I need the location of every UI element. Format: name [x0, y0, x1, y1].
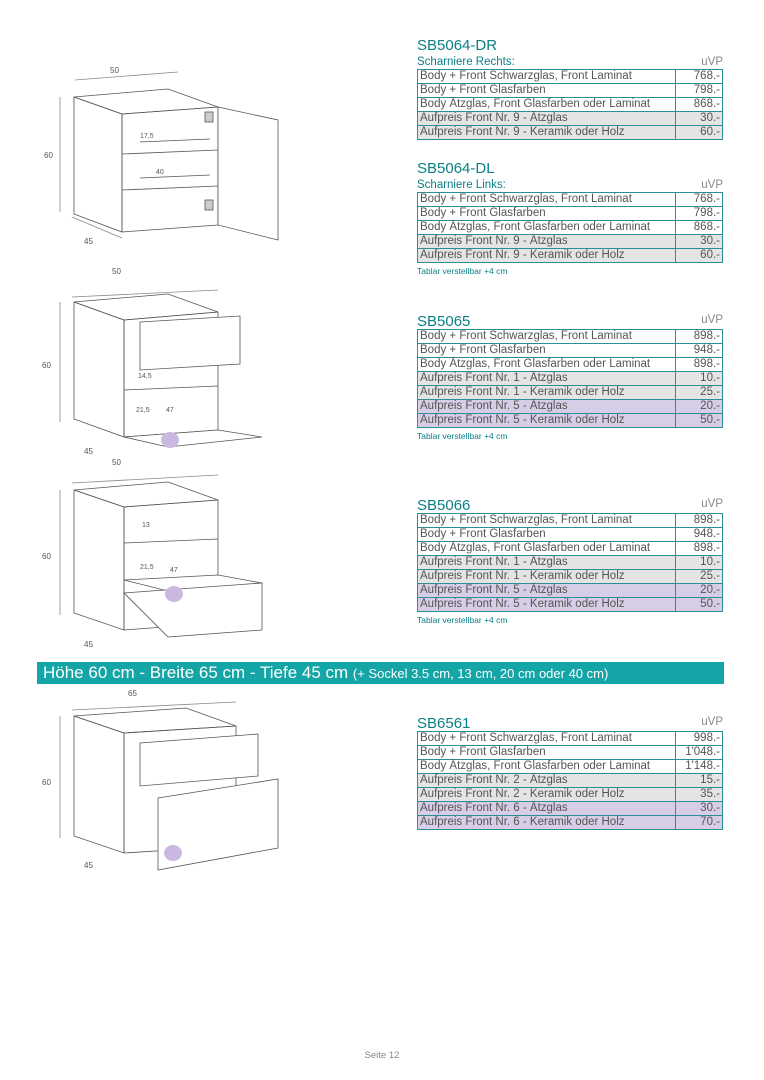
row-price: 768.- [676, 193, 723, 207]
table-row [418, 344, 723, 358]
row-price: 898.- [676, 330, 723, 344]
banner-sub: (+ Sockel 3.5 cm, 13 cm, 20 cm oder 40 cm) [352, 666, 609, 681]
table-row [418, 70, 723, 84]
row-label: Aufpreis Front Nr. 5 - Keramik oder Holz [418, 414, 676, 428]
row-price: 868.- [676, 221, 723, 235]
table-row [418, 514, 723, 528]
dim-height: 60 [44, 151, 53, 160]
row-label: Aufpreis Front Nr. 1 - Ätzglas [418, 372, 676, 386]
dim-depth: 45 [84, 447, 93, 456]
table-row [418, 386, 723, 400]
dim-height: 60 [42, 552, 51, 561]
dim-label: 21,5 [140, 564, 154, 571]
row-label: Body Ätzglas, Front Glasfarben oder Laminat [418, 98, 676, 112]
row-label: Body + Front Glasfarben [418, 207, 676, 221]
row-price: 898.- [676, 542, 723, 556]
row-label: Aufpreis Front Nr. 2 - Ätzglas [418, 774, 676, 788]
cabinet-drawing-door [40, 62, 290, 252]
table-row [418, 207, 723, 221]
table-row [418, 330, 723, 344]
row-price: 10.- [676, 372, 723, 386]
table-row [418, 528, 723, 542]
uvp-label: uVP [701, 56, 723, 68]
table-row [418, 235, 723, 249]
product-sb5065 [417, 313, 723, 441]
row-label: Body Ätzglas, Front Glasfarben oder Laminat [418, 542, 676, 556]
product-note: Tablar verstellbar +4 cm [417, 615, 508, 625]
row-price: 948.- [676, 528, 723, 542]
banner-main: Höhe 60 cm - Breite 65 cm - Tiefe 45 cm [43, 663, 349, 682]
price-table [417, 69, 723, 140]
row-price: 60.- [676, 126, 723, 140]
product-title: SB5064-DL [417, 160, 495, 177]
marker-dot [164, 845, 182, 861]
table-row [418, 84, 723, 98]
row-price: 25.- [676, 386, 723, 400]
product-sb5064-dl [417, 160, 723, 276]
product-subtitle: Scharniere Rechts: [417, 56, 515, 68]
row-label: Aufpreis Front Nr. 9 - Ätzglas [418, 235, 676, 249]
row-price: 15.- [676, 774, 723, 788]
row-price: 768.- [676, 70, 723, 84]
dim-width: 50 [112, 458, 121, 467]
table-row [418, 221, 723, 235]
table-row [418, 556, 723, 570]
dim-label: 13 [142, 522, 150, 529]
dim-label: 17,5 [140, 133, 154, 140]
dim-label: 21,5 [136, 407, 150, 414]
row-price: 30.- [676, 235, 723, 249]
price-table [417, 329, 723, 428]
dim-label: 47 [166, 407, 174, 414]
row-label: Body + Front Schwarzglas, Front Laminat [418, 732, 676, 746]
row-label: Aufpreis Front Nr. 2 - Keramik oder Holz [418, 788, 676, 802]
row-label: Body + Front Schwarzglas, Front Laminat [418, 70, 676, 84]
row-label: Aufpreis Front Nr. 9 - Keramik oder Holz [418, 126, 676, 140]
row-price: 798.- [676, 207, 723, 221]
table-row [418, 372, 723, 386]
row-label: Body Ätzglas, Front Glasfarben oder Laminat [418, 358, 676, 372]
row-price: 25.- [676, 570, 723, 584]
row-label: Aufpreis Front Nr. 9 - Ätzglas [418, 112, 676, 126]
row-label: Body + Front Glasfarben [418, 84, 676, 98]
table-row [418, 400, 723, 414]
row-price: 30.- [676, 802, 723, 816]
product-title: SB5065 [417, 313, 471, 330]
marker-dot [165, 586, 183, 602]
dim-depth: 45 [84, 237, 93, 246]
marker-dot [161, 432, 179, 448]
row-price: 948.- [676, 344, 723, 358]
product-sb5066 [417, 497, 723, 625]
product-title: SB6561 [417, 715, 471, 732]
price-table [417, 192, 723, 263]
table-row [418, 570, 723, 584]
row-price: 868.- [676, 98, 723, 112]
product-note: Tablar verstellbar +4 cm [417, 266, 508, 276]
row-label: Body + Front Schwarzglas, Front Laminat [418, 193, 676, 207]
row-label: Aufpreis Front Nr. 6 - Ätzglas [418, 802, 676, 816]
row-label: Aufpreis Front Nr. 1 - Keramik oder Holz [418, 386, 676, 400]
row-price: 1'148.- [676, 760, 723, 774]
row-price: 998.- [676, 732, 723, 746]
uvp-label: uVP [701, 179, 723, 191]
dim-height: 60 [42, 361, 51, 370]
table-row [418, 98, 723, 112]
table-row [418, 193, 723, 207]
row-price: 70.- [676, 816, 723, 830]
row-label: Body Ätzglas, Front Glasfarben oder Laminat [418, 760, 676, 774]
dim-width: 50 [112, 267, 121, 276]
table-row [418, 598, 723, 612]
row-label: Aufpreis Front Nr. 5 - Keramik oder Holz [418, 598, 676, 612]
row-label: Body + Front Glasfarben [418, 528, 676, 542]
row-label: Aufpreis Front Nr. 5 - Ätzglas [418, 584, 676, 598]
row-label: Aufpreis Front Nr. 1 - Ätzglas [418, 556, 676, 570]
dim-width: 50 [110, 66, 119, 75]
table-row [418, 788, 723, 802]
row-price: 898.- [676, 358, 723, 372]
cabinet-drawing-two-drawers [40, 688, 300, 878]
row-price: 798.- [676, 84, 723, 98]
table-row [418, 542, 723, 556]
row-price: 20.- [676, 400, 723, 414]
row-price: 1'048.- [676, 746, 723, 760]
row-label: Body Ätzglas, Front Glasfarben oder Laminat [418, 221, 676, 235]
product-sb5064-dr [417, 37, 723, 140]
row-label: Body + Front Glasfarben [418, 746, 676, 760]
uvp-label: uVP [701, 498, 723, 510]
row-label: Body + Front Schwarzglas, Front Laminat [418, 330, 676, 344]
row-label: Body + Front Glasfarben [418, 344, 676, 358]
cabinet-drawing-drawer-flap [40, 262, 290, 462]
dim-width: 65 [128, 689, 137, 698]
table-row [418, 746, 723, 760]
cabinet-drawing-flap-drawer [40, 455, 290, 655]
table-row [418, 126, 723, 140]
page-number: Seite 12 [364, 1050, 400, 1061]
row-price: 50.- [676, 414, 723, 428]
row-price: 20.- [676, 584, 723, 598]
table-row [418, 760, 723, 774]
product-note: Tablar verstellbar +4 cm [417, 431, 508, 441]
uvp-label: uVP [701, 716, 723, 728]
section-banner [37, 662, 724, 684]
dim-depth: 45 [84, 861, 93, 870]
row-label: Body + Front Schwarzglas, Front Laminat [418, 514, 676, 528]
dim-depth: 45 [84, 640, 93, 649]
price-table [417, 731, 723, 830]
row-price: 10.- [676, 556, 723, 570]
row-price: 50.- [676, 598, 723, 612]
row-label: Aufpreis Front Nr. 9 - Keramik oder Holz [418, 249, 676, 263]
table-row [418, 249, 723, 263]
table-row [418, 732, 723, 746]
row-label: Aufpreis Front Nr. 6 - Keramik oder Holz [418, 816, 676, 830]
table-row [418, 584, 723, 598]
row-price: 60.- [676, 249, 723, 263]
table-row [418, 112, 723, 126]
row-price: 35.- [676, 788, 723, 802]
table-row [418, 774, 723, 788]
dim-height: 60 [42, 778, 51, 787]
dim-label: 14,5 [138, 373, 152, 380]
product-title: SB5064-DR [417, 37, 498, 54]
dim-label: 47 [170, 567, 178, 574]
dim-label: 40 [156, 169, 164, 176]
row-label: Aufpreis Front Nr. 5 - Ätzglas [418, 400, 676, 414]
table-row [418, 802, 723, 816]
uvp-label: uVP [701, 314, 723, 326]
table-row [418, 816, 723, 830]
table-row [418, 414, 723, 428]
price-table [417, 513, 723, 612]
row-price: 30.- [676, 112, 723, 126]
product-sb6561 [417, 715, 723, 830]
table-row [418, 358, 723, 372]
product-subtitle: Scharniere Links: [417, 179, 506, 191]
row-label: Aufpreis Front Nr. 1 - Keramik oder Holz [418, 570, 676, 584]
product-title: SB5066 [417, 497, 471, 514]
row-price: 898.- [676, 514, 723, 528]
